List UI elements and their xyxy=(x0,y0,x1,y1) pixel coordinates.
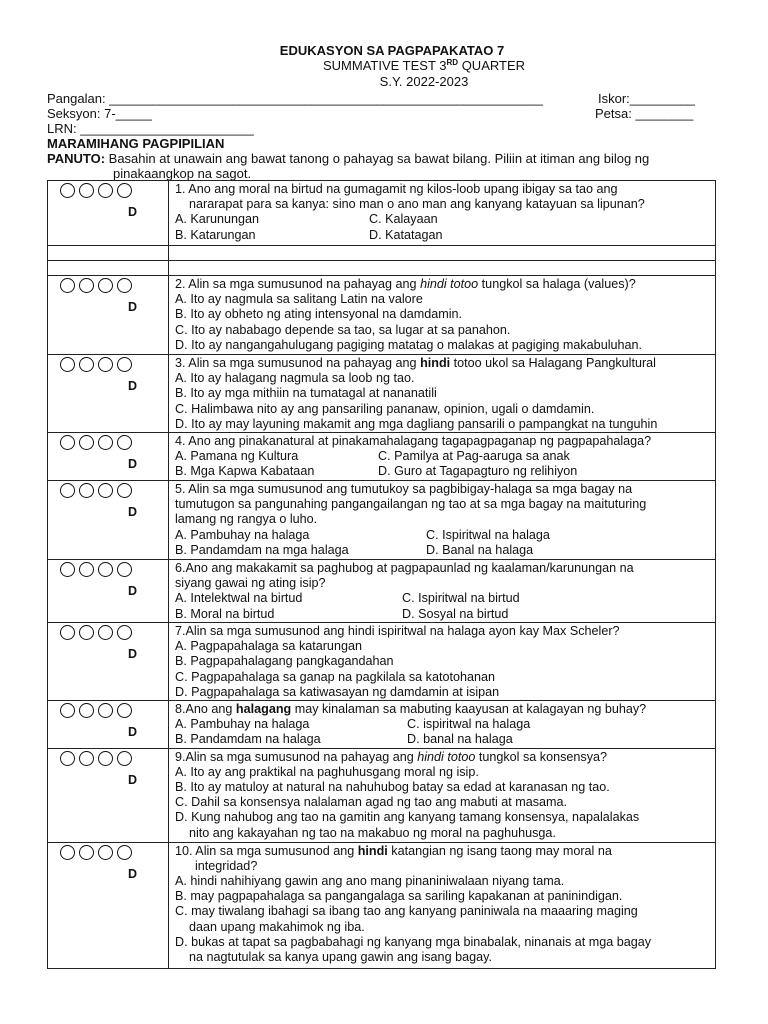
instructions-label: PANUTO: xyxy=(47,151,106,166)
blank-row xyxy=(48,246,716,261)
bubble-d[interactable] xyxy=(117,435,132,450)
question-row xyxy=(48,181,716,246)
question-row xyxy=(48,842,716,968)
answer-letter: D xyxy=(128,725,138,740)
question-text: 7.Alin sa mga sumusunod ang hindi ispiritwal na halaga ayon kay Max Scheler? A. Pagpapahalaga sa katarungan B. Pagpapahalagang pangkagandahan C. Pagpapahalaga sa ganap na pagkilala sa katotohanan D. Pagpapahalaga sa katiwasayan ng damdamin at isipan xyxy=(169,623,716,701)
bubble-c[interactable] xyxy=(98,625,113,640)
question-row xyxy=(48,481,716,560)
bubble-a[interactable] xyxy=(60,703,75,718)
bubble-a[interactable] xyxy=(60,562,75,577)
question-row xyxy=(48,623,716,701)
answer-bubbles[interactable] xyxy=(48,276,169,355)
section-title: MARAMIHANG PAGPIPILIAN xyxy=(47,136,225,151)
bubble-a[interactable] xyxy=(60,751,75,766)
answer-bubbles[interactable] xyxy=(48,701,169,749)
bubble-b[interactable] xyxy=(79,183,94,198)
answer-bubbles[interactable] xyxy=(48,433,169,481)
answer-bubbles[interactable] xyxy=(48,560,169,623)
answer-bubbles[interactable] xyxy=(48,181,169,246)
question-text: 4. Ano ang pinakanatural at pinakamahalagang tagapagpaganap ng pagpapahalaga? A. Pamana ng Kultura C. Pamilya at Pag-aaruga sa anak B. Mga Kapwa Kabataan D. Guro at Tagapagturo ng relihiyon xyxy=(169,433,716,481)
test-subtitle: SUMMATIVE TEST 3RD QUARTER xyxy=(322,58,526,73)
school-year: S.Y. 2022-2023 xyxy=(379,74,469,89)
question-table xyxy=(47,180,716,969)
bubble-d[interactable] xyxy=(117,562,132,577)
question-row xyxy=(48,433,716,481)
answer-letter: D xyxy=(128,300,138,314)
question-text: 1. Ano ang moral na birtud na gumagamit ng kilos-loob upang ibigay sa tao ang nararapat para sa kanya: sino man o ano man ang kanyang katayuan sa lipunan? A. Karunungan C. Kalayaan B. Katarungan D. Katatagan xyxy=(169,181,716,246)
question-row xyxy=(48,701,716,749)
blank-row xyxy=(48,261,716,276)
question-text: 5. Alin sa mga sumusunod ang tumutukoy sa pagbibigay-halaga sa mga bagay na tumutugon sa pangunahing pangangailangan ng tao at sa mga bagay na maituturing lamang ng rangya o luho. A. Pambuhay na halaga C. Ispiritwal na halaga B. Pandamdam na mga halaga D. Banal na halaga xyxy=(169,481,716,560)
question-text: 8.Ano ang halagang may kinalaman sa mabuting kaayusan at kalagayan ng buhay? A. Pambuhay na halaga C. ispiritwal na halaga B. Pandamdam na halaga D. banal na halaga xyxy=(169,701,716,749)
answer-bubbles[interactable] xyxy=(48,748,169,842)
bubble-a[interactable] xyxy=(60,435,75,450)
score-field[interactable]: Iskor:_________ xyxy=(598,91,695,106)
answer-letter: D xyxy=(128,205,138,219)
answer-letter: D xyxy=(128,505,138,520)
bubble-b[interactable] xyxy=(79,357,94,372)
bubble-b[interactable] xyxy=(79,483,94,498)
lrn-field[interactable]: LRN: ________________________ xyxy=(47,121,254,136)
date-field[interactable]: Petsa: ________ xyxy=(595,106,694,121)
bubble-b[interactable] xyxy=(79,278,94,293)
question-row xyxy=(48,276,716,355)
answer-letter: D xyxy=(128,866,138,881)
answer-bubbles[interactable] xyxy=(48,842,169,968)
bubble-a[interactable] xyxy=(60,357,75,372)
bubble-d[interactable] xyxy=(117,625,132,640)
bubble-d[interactable] xyxy=(117,751,132,766)
page-title: EDUKASYON SA PAGPAPAKATAO 7 xyxy=(279,43,505,58)
question-row xyxy=(48,748,716,842)
bubble-d[interactable] xyxy=(117,183,132,198)
bubble-d[interactable] xyxy=(117,703,132,718)
instructions: PANUTO: Basahin at unawain ang bawat tanong o pahayag sa bawat bilang. Piliin at itiman ang bilog ng pinakaangkop na sagot. xyxy=(47,151,650,181)
answer-bubbles[interactable] xyxy=(48,481,169,560)
answer-letter: D xyxy=(128,457,138,472)
name-field[interactable]: Pangalan: ____________________________________________________________ xyxy=(47,91,543,106)
bubble-d[interactable] xyxy=(117,483,132,498)
bubble-b[interactable] xyxy=(79,562,94,577)
question-text: 9.Alin sa mga sumusunod na pahayag ang hindi totoo tungkol sa konsensya? A. Ito ay ang praktikal na paghuhusgang moral ng isip. B. Ito ay matuloy at natural na nahuhubog batay sa edad at karanasan ng tao. C. Dahil sa konsensya nalalaman agad ng tao ang mabuti at masama. D. Kung nahubog ang tao na gamitin ang kanyang tamang konsensya, napalalakas nito ang kakayahan ng tao na makabuo ng moral na paghuhusga. xyxy=(169,748,716,842)
bubble-d[interactable] xyxy=(117,357,132,372)
answer-bubbles[interactable] xyxy=(48,355,169,433)
bubble-c[interactable] xyxy=(98,562,113,577)
bubble-c[interactable] xyxy=(98,845,113,860)
question-text: 6.Ano ang makakamit sa paghubog at pagpapaunlad ng kaalaman/karunungan na siyang gawai ng ating isip? A. Intelektwal na birtud C. Ispiritwal na birtud B. Moral na birtud D. Sosyal na birtud xyxy=(169,560,716,623)
bubble-b[interactable] xyxy=(79,703,94,718)
question-text: 2. Alin sa mga sumusunod na pahayag ang hindi totoo tungkol sa halaga (values)? A. Ito ay nagmula sa salitang Latin na valore B. Ito ay obheto ng ating intensyonal na damdamin. C. Ito ay nababago depende sa tao, sa lugar at sa panahon. D. Ito ay nangangahulugang pagiging matatag o malakas at pagiging makabuluhan. xyxy=(169,276,716,355)
answer-letter: D xyxy=(128,379,138,393)
bubble-d[interactable] xyxy=(117,278,132,293)
bubble-c[interactable] xyxy=(98,483,113,498)
question-row xyxy=(48,355,716,433)
answer-letter: D xyxy=(128,772,138,787)
answer-letter: D xyxy=(128,584,138,599)
bubble-c[interactable] xyxy=(98,357,113,372)
bubble-a[interactable] xyxy=(60,483,75,498)
bubble-b[interactable] xyxy=(79,625,94,640)
bubble-a[interactable] xyxy=(60,183,75,198)
bubble-c[interactable] xyxy=(98,751,113,766)
bubble-c[interactable] xyxy=(98,703,113,718)
bubble-b[interactable] xyxy=(79,435,94,450)
section-field[interactable]: Seksyon: 7-_____ xyxy=(47,106,152,121)
bubble-d[interactable] xyxy=(117,845,132,860)
bubble-a[interactable] xyxy=(60,625,75,640)
answer-bubbles[interactable] xyxy=(48,623,169,701)
bubble-a[interactable] xyxy=(60,845,75,860)
bubble-c[interactable] xyxy=(98,435,113,450)
question-row xyxy=(48,560,716,623)
bubble-c[interactable] xyxy=(98,183,113,198)
bubble-b[interactable] xyxy=(79,751,94,766)
question-text: 3. Alin sa mga sumusunod na pahayag ang hindi totoo ukol sa Halagang Pangkultural A. Ito ay halagang nagmula sa loob ng tao. B. Ito ay mga mithiin na tumatagal at nananatili C. Halimbawa nito ay ang pansariling pananaw, opinion, ugali o damdamin. D. Ito ay may layuning makamit ang mga dagliang pansarili o pampangkat na tunguhin xyxy=(169,355,716,433)
bubble-a[interactable] xyxy=(60,278,75,293)
answer-letter: D xyxy=(128,647,138,662)
bubble-c[interactable] xyxy=(98,278,113,293)
bubble-b[interactable] xyxy=(79,845,94,860)
question-text: 10. Alin sa mga sumusunod ang hindi katangian ng isang taong may moral na integridad? A. hindi nahihiyang gawin ang ano mang pinaniniwalaan niyang tama. B. may pagpapahalaga sa pangangalaga sa sariling kapakanan at paninindigan. C. may tiwalang ibahagi sa ibang tao ang kanyang paniniwala na maaaring maging daan upang makahimok ng iba. D. bukas at tapat sa pagbabahagi ng kanyang mga binabalak, ninanais at mga bagay na nagtutulak sa kanya upang gawin ang isang bagay. xyxy=(169,842,716,968)
